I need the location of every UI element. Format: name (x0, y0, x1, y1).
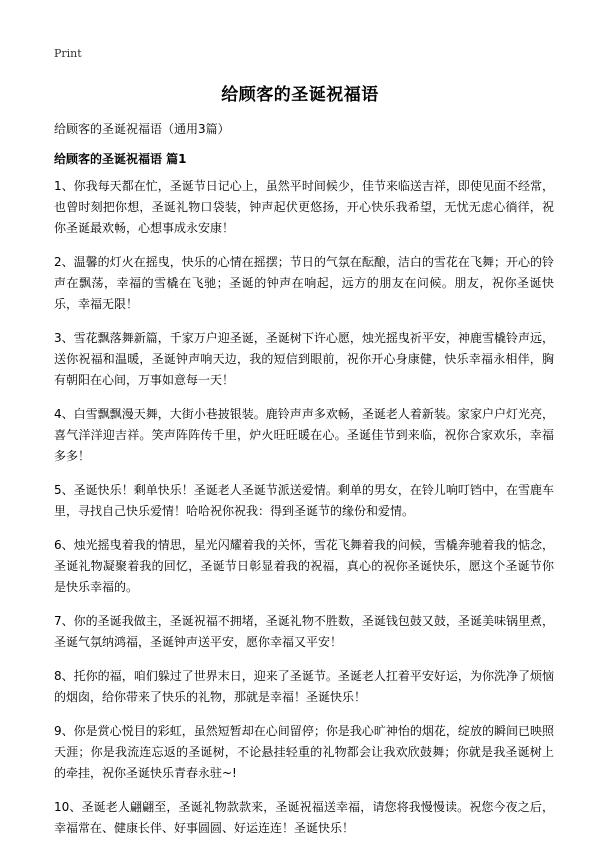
paragraph-10: 10、圣诞老人翩翩至，圣诞礼物款款来，圣诞祝福送幸福，请您将我慢慢读。祝您今夜之后，幸福常在、健康长伴、好事圆圆、好运连连！圣诞快乐！ (54, 800, 554, 835)
paragraph-4: 4、白雪飘飘漫天舞，大街小巷披银装。鹿铃声声多欢畅，圣诞老人着新装。家家户户灯光亮，喜气洋洋迎吉祥。笑声阵阵传千里，炉火旺旺暖在心。圣诞佳节到来临，祝你合家欢乐，幸福多多！ (54, 407, 554, 463)
paragraph-8: 8、托你的福，咱们躲过了世界末日，迎来了圣诞节。圣诞老人扛着平安好运，为你洗净了烦恼的烟囱，给你带来了快乐的礼物，那就是幸福！圣诞快乐！ (54, 669, 554, 704)
print-link[interactable]: Print (54, 47, 82, 60)
paragraph-list (54, 176, 554, 852)
section-heading: 给顾客的圣诞祝福语 篇1 (54, 152, 187, 166)
paragraph-3: 3、雪花飘落舞新篇，千家万户迎圣诞，圣诞树下许心愿，烛光摇曳祈平安，神鹿雪橇铃声远，送你祝福和温暖，圣诞钟声响天边，我的短信到眼前，祝你开心身康健，快乐幸福永相伴，胸有朝阳在心间，万事如意每一天！ (54, 331, 554, 387)
paragraph-6: 6、烛光摇曳着我的情思，星光闪耀着我的关怀，雪花飞舞着我的问候，雪橇奔驰着我的惦念，圣诞礼物凝聚着我的回忆，圣诞节日彰显着我的祝福，真心的祝你圣诞快乐，愿这个圣诞节你是快乐幸福的。 (54, 538, 554, 594)
document-subtitle: 给顾客的圣诞祝福语（通用3篇） (54, 122, 230, 136)
paragraph-2: 2、温馨的灯火在摇曳，快乐的心情在摇摆；节日的气氛在酝酿，洁白的雪花在飞舞；开心的铃声在飘荡，幸福的雪橇在飞驰；圣诞的钟声在响起，远方的朋友在问候。朋友，祝你圣诞快乐，幸福无限！ (54, 255, 554, 311)
paragraph-5: 5、圣诞快乐！剩单快乐！圣诞老人圣诞节派送爱情。剩单的男女，在铃儿响叮铛中，在雪鹿车里，寻找自己快乐爱情！哈哈祝你祝我：得到圣诞节的缘份和爱情。 (54, 483, 554, 518)
paragraph-7: 7、你的圣诞我做主，圣诞祝福不拥堵，圣诞礼物不胜数，圣诞钱包鼓又鼓，圣诞美味锅里煮，圣诞气氛纳鸿福，圣诞钟声送平安，愿你幸福又平安！ (54, 614, 554, 649)
paragraph-9: 9、你是赏心悦目的彩虹，虽然短暂却在心间留停；你是我心旷神怡的烟花，绽放的瞬间已映照天涯；你是我流连忘返的圣诞树，不论悬挂轻重的礼物都会让我欢欣鼓舞；你就是我圣诞树上的牵挂，祝你圣诞快乐青春永驻~! (54, 724, 554, 780)
paragraph-1: 1、你我每天都在忙，圣诞节日记心上，虽然平时间候少，佳节来临送吉祥，即使见面不经常，也曾时刻把你想，圣诞礼物口袋装，钟声起伏更悠扬，开心快乐我希望，无忧无虑心徜徉，祝你圣诞最欢畅，心想事成永安康！ (54, 179, 554, 235)
page-title: 给顾客的圣诞祝福语 (221, 85, 379, 105)
